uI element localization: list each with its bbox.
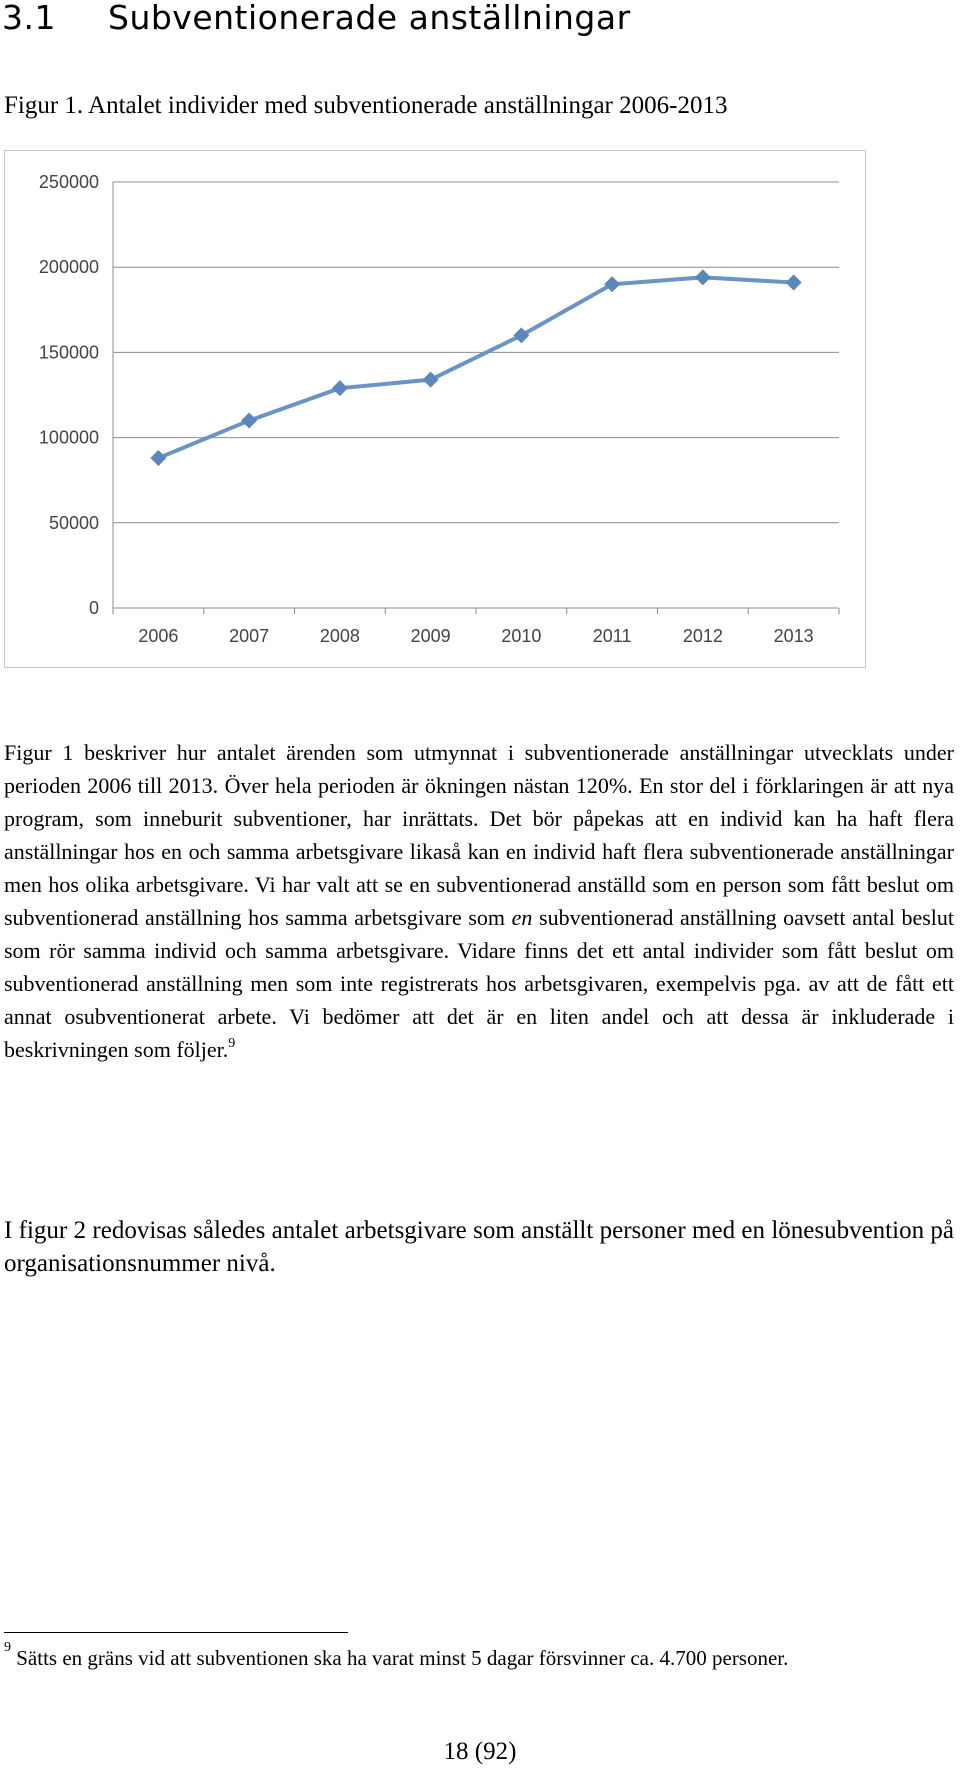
line-chart: [4, 150, 866, 668]
series-line-0: [158, 277, 793, 458]
x-tick-label-2012: 2012: [682, 626, 723, 646]
x-tick-label-2013: 2013: [773, 626, 814, 646]
x-tick-label-2006: 2006: [138, 626, 179, 646]
figure-caption: Figur 1. Antalet individer med subventionerade anställningar 2006-2013: [4, 92, 728, 119]
footnote-divider: [4, 1632, 348, 1633]
data-point-2008: [332, 380, 348, 396]
page-number: 18 (92): [443, 1738, 517, 1765]
footnote-number: 9: [4, 1640, 11, 1655]
data-point-2009: [423, 372, 439, 388]
paragraph-1-text-rest: subventionerad anställning oavsett antal beslut som rör samma individ och samma arbetsgivare. Vidare finns det ett antal individer som fått beslut om subventionerad anställning men som inte registrerats hos arbetsgivaren, exempelvis pga. av att de fått ett annat osubventionerat arbete. Vi bedömer att det är en liten andel och att dessa är inkluderade i beskrivningen som följer.: [4, 905, 955, 1062]
y-tick-label-150000: 150000: [38, 342, 99, 363]
chart-canvas: [5, 151, 867, 669]
x-tick-label-2011: 2011: [592, 626, 632, 646]
y-tick-label-0: 0: [88, 598, 99, 618]
data-point-2011: [604, 276, 620, 292]
section-heading: [2, 0, 631, 37]
data-point-2007: [241, 413, 257, 429]
footnote: [4, 1640, 789, 1671]
x-tick-label-2010: 2010: [501, 626, 542, 646]
data-point-2010: [513, 327, 529, 343]
y-tick-label-250000: 250000: [38, 172, 99, 192]
x-tick-label-2008: 2008: [319, 626, 360, 646]
y-tick-label-50000: 50000: [48, 512, 99, 533]
x-tick-label-2007: 2007: [229, 626, 270, 646]
section-number: 3.1: [2, 0, 56, 37]
footnote-reference[interactable]: 9: [228, 1036, 236, 1051]
x-tick-label-2009: 2009: [410, 626, 451, 646]
paragraph-1: [4, 736, 954, 1066]
data-point-2012: [695, 269, 711, 285]
paragraph-1-text: Figur 1 beskriver hur antalet ärenden som utmynnat i subventionerade anställningar utvecklats under perioden 2006 till 2013. Över hela perioden är ökningen nästan 120%. En stor del i förklaringen är att nya program, som inneburit subventioner, har inrättats. Det bör påpekas att en individ kan ha haft flera anställningar hos en och samma arbetsgivare likaså kan en individ haft flera subventionerade anställningar men hos olika arbetsgivare. Vi har valt att se en subventionerad anställd som en person som fått beslut om subventionerad anställning hos samma arbetsgivare som: [4, 740, 954, 930]
y-tick-label-200000: 200000: [38, 257, 99, 278]
paragraph-1-emphasis: en: [511, 905, 533, 930]
y-tick-label-100000: 100000: [38, 427, 99, 448]
footnote-text: Sätts en gräns vid att subventionen ska ha varat minst 5 dagar försvinner ca. 4.700 personer.: [16, 1646, 789, 1670]
paragraph-2: I figur 2 redovisas således antalet arbetsgivare som anställt personer med en lönesubvention på organisationsnummer nivå.: [4, 1217, 954, 1277]
data-point-2013: [786, 275, 802, 291]
section-title: Subventionerade anställningar: [108, 0, 631, 37]
data-point-2006: [150, 450, 166, 466]
